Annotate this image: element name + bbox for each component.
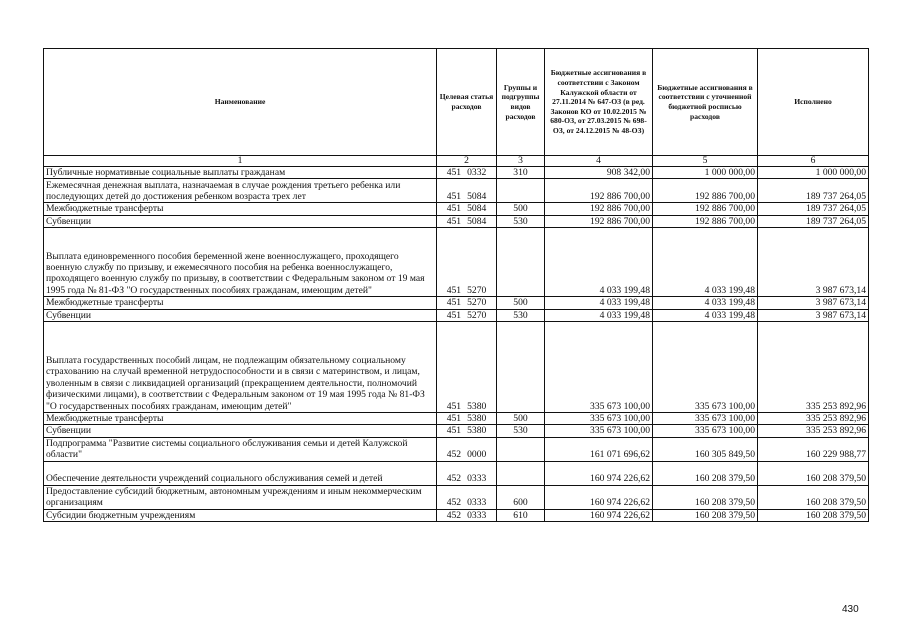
table-row (44, 297, 869, 309)
code-program: 451 (446, 167, 462, 178)
row-target-code (437, 509, 497, 521)
row-executed: 335 253 892,96 (758, 413, 869, 425)
row-target-code (437, 309, 497, 321)
code-direction: 5380 (467, 400, 487, 412)
table-row (44, 167, 869, 179)
code-program: 452 (446, 509, 462, 521)
row-group: 500 (497, 297, 545, 309)
row-executed: 189 737 264,05 (758, 215, 869, 227)
code-direction: 0000 (467, 449, 487, 461)
column-number-row (44, 156, 869, 167)
row-target-code (437, 413, 497, 425)
code-direction: 0333 (467, 473, 487, 485)
row-budget-refined: 1 000 000,00 (653, 167, 758, 179)
row-group (497, 437, 545, 461)
row-group (497, 179, 545, 203)
row-name: Ежемесячная денежная выплата, назначаемая в случае рождения третьего ребенка или последующих детей до достижения ребенком возраста трех лет (44, 179, 437, 203)
row-target-code (437, 179, 497, 203)
row-budget-law: 161 071 696,62 (545, 437, 653, 461)
row-group: 610 (497, 509, 545, 521)
code-program: 452 (446, 473, 462, 485)
row-budget-law: 160 974 226,62 (545, 461, 653, 485)
row-group (497, 322, 545, 413)
row-name: Выплата единовременного пособия беременной жене военнослужащего, проходящего военную службу по призыву, и ежемесячного пособия на ребенка военнослужащего, проходящего военную службу по призыву, в соответствии с Федеральным законом от 19 мая 1995 года № 81-ФЗ "О государственных пособиях гражданам, имеющим детей" (44, 228, 437, 297)
table-row (44, 425, 869, 437)
row-executed: 3 987 673,14 (758, 297, 869, 309)
row-group: 500 (497, 203, 545, 215)
row-budget-law: 4 033 199,48 (545, 297, 653, 309)
table-row (44, 322, 869, 413)
code-program: 451 (446, 413, 462, 425)
code-program: 451 (446, 425, 462, 437)
code-direction: 5380 (467, 425, 487, 437)
row-name: Подпрограмма "Развитие системы социального обслуживания семьи и детей Калужской области" (44, 437, 437, 461)
row-budget-refined: 192 886 700,00 (653, 215, 758, 227)
budget-table (43, 48, 869, 522)
row-budget-law: 4 033 199,48 (545, 228, 653, 297)
header-executed: Исполнено (758, 49, 869, 156)
row-target-code (437, 228, 497, 297)
row-name: Публичные нормативные социальные выплаты гражданам (44, 167, 437, 179)
column-number: 4 (545, 156, 653, 167)
table-row (44, 179, 869, 203)
row-budget-refined: 4 033 199,48 (653, 309, 758, 321)
table-row (44, 215, 869, 227)
table-row (44, 509, 869, 521)
table-row (44, 228, 869, 297)
row-name: Субсидии бюджетным учреждениям (44, 509, 437, 521)
row-name: Межбюджетные трансферты (44, 413, 437, 425)
row-target-code (437, 425, 497, 437)
table-row (44, 309, 869, 321)
column-number: 5 (653, 156, 758, 167)
row-budget-refined: 4 033 199,48 (653, 297, 758, 309)
row-budget-refined: 160 208 379,50 (653, 509, 758, 521)
row-budget-law: 4 033 199,48 (545, 309, 653, 321)
row-executed: 335 253 892,96 (758, 425, 869, 437)
row-executed: 3 987 673,14 (758, 228, 869, 297)
code-direction: 0333 (467, 497, 487, 509)
row-group (497, 461, 545, 485)
row-name: Субвенции (44, 425, 437, 437)
row-executed: 189 737 264,05 (758, 179, 869, 203)
row-group: 500 (497, 413, 545, 425)
code-program: 451 (446, 203, 462, 215)
row-executed: 1 000 000,00 (758, 167, 869, 179)
row-budget-law: 335 673 100,00 (545, 413, 653, 425)
row-target-code (437, 215, 497, 227)
row-name: Выплата государственных пособий лицам, не подлежащим обязательному социальному страхованию на случай временной нетрудоспособности и в связи с материнством, и лицам, уволенным в связи с ликвидацией организаций (прекращением деятельности, полномочий физическими лицами), в соответствии с Федеральным законом от 19 мая 1995 года № 81-ФЗ "О государственных пособиях гражданам, имеющим детей" (44, 322, 437, 413)
row-name: Межбюджетные трансферты (44, 203, 437, 215)
code-program: 451 (446, 400, 462, 412)
table-row (44, 437, 869, 461)
row-budget-refined: 335 673 100,00 (653, 413, 758, 425)
table-header-row (44, 49, 869, 156)
column-number: 1 (44, 156, 437, 167)
code-program: 451 (446, 191, 462, 202)
code-program: 451 (446, 309, 462, 321)
code-direction: 5270 (467, 284, 487, 296)
header-budget-law: Бюджетные ассигнования в соответствии с Законом Калужской области от 27.11.2014 № 647-ОЗ (в ред. Законов КО от 10.02.2015 № 680-ОЗ, от 27.03.2015 № 698-ОЗ, от 24.12.2015 № 48-ОЗ) (545, 49, 653, 156)
row-executed: 160 229 988,77 (758, 437, 869, 461)
row-budget-law: 335 673 100,00 (545, 425, 653, 437)
row-name: Обеспечение деятельности учреждений социального обслуживания семей и детей (44, 461, 437, 485)
page-number: 430 (842, 604, 859, 615)
code-direction: 0332 (467, 167, 487, 178)
row-target-code (437, 297, 497, 309)
code-program: 451 (446, 215, 462, 227)
row-budget-law: 160 974 226,62 (545, 485, 653, 509)
row-group: 530 (497, 215, 545, 227)
row-budget-law: 192 886 700,00 (545, 203, 653, 215)
row-budget-refined: 192 886 700,00 (653, 179, 758, 203)
row-executed: 160 208 379,50 (758, 509, 869, 521)
row-executed: 189 737 264,05 (758, 203, 869, 215)
row-budget-refined: 4 033 199,48 (653, 228, 758, 297)
row-executed: 160 208 379,50 (758, 485, 869, 509)
row-target-code (437, 461, 497, 485)
row-budget-refined: 160 208 379,50 (653, 461, 758, 485)
table-row (44, 485, 869, 509)
row-group (497, 228, 545, 297)
row-group: 530 (497, 309, 545, 321)
row-executed: 160 208 379,50 (758, 461, 869, 485)
row-budget-refined: 335 673 100,00 (653, 425, 758, 437)
table-row (44, 203, 869, 215)
column-number: 6 (758, 156, 869, 167)
row-group: 530 (497, 425, 545, 437)
row-budget-refined: 160 208 379,50 (653, 485, 758, 509)
code-direction: 5380 (467, 413, 487, 425)
row-budget-law: 160 974 226,62 (545, 509, 653, 521)
header-target: Целевая статья расходов (437, 49, 497, 156)
row-target-code (437, 437, 497, 461)
row-name: Предоставление субсидий бюджетным, автономным учреждениям и иным некоммерческим организациям (44, 485, 437, 509)
row-name: Межбюджетные трансферты (44, 297, 437, 309)
code-direction: 5270 (467, 309, 487, 321)
row-budget-law: 908 342,00 (545, 167, 653, 179)
table-row (44, 413, 869, 425)
row-target-code (437, 167, 497, 179)
row-budget-law: 192 886 700,00 (545, 215, 653, 227)
code-direction: 5084 (467, 215, 487, 227)
row-budget-refined: 192 886 700,00 (653, 203, 758, 215)
header-budget-refined: Бюджетные ассигнования в соответствии с уточненной бюджетной росписью расходов (653, 49, 758, 156)
row-target-code (437, 203, 497, 215)
column-number: 3 (497, 156, 545, 167)
code-program: 452 (446, 497, 462, 509)
row-budget-law: 335 673 100,00 (545, 322, 653, 413)
code-program: 451 (446, 297, 462, 309)
code-direction: 5270 (467, 297, 487, 309)
table-row (44, 461, 869, 485)
code-program: 451 (446, 284, 462, 296)
row-budget-law: 192 886 700,00 (545, 179, 653, 203)
row-name: Субвенции (44, 215, 437, 227)
code-direction: 5084 (467, 191, 487, 202)
code-program: 452 (446, 449, 462, 461)
row-executed: 3 987 673,14 (758, 309, 869, 321)
header-name: Наименование (44, 49, 437, 156)
row-budget-refined: 160 305 849,50 (653, 437, 758, 461)
code-direction: 5084 (467, 203, 487, 215)
code-direction: 0333 (467, 509, 487, 521)
column-number: 2 (437, 156, 497, 167)
row-target-code (437, 485, 497, 509)
header-groups: Группы и подгруппы видов расходов (497, 49, 545, 156)
row-target-code (437, 322, 497, 413)
row-budget-refined: 335 673 100,00 (653, 322, 758, 413)
row-group: 600 (497, 485, 545, 509)
row-executed: 335 253 892,96 (758, 322, 869, 413)
row-group: 310 (497, 167, 545, 179)
row-name: Субвенции (44, 309, 437, 321)
